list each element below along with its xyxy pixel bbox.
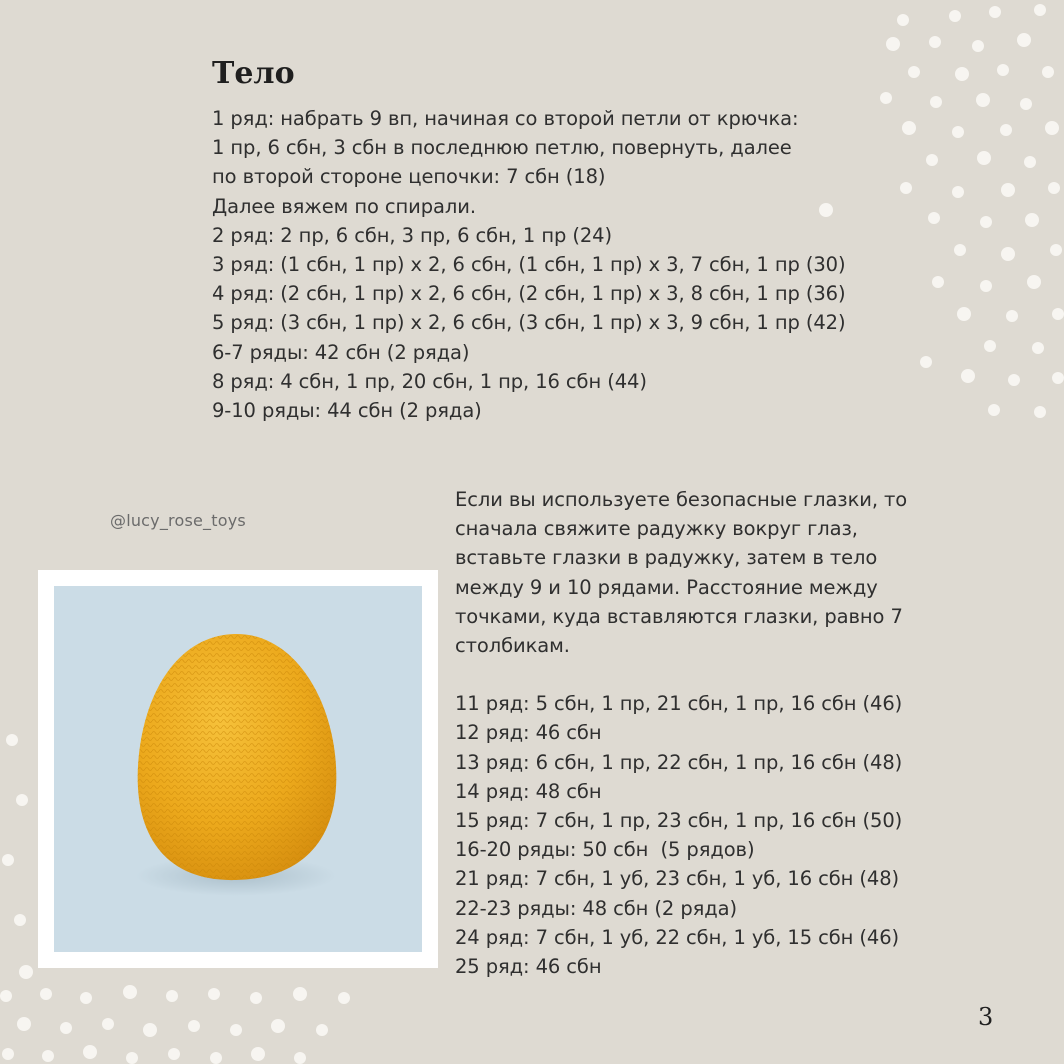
pattern-line: 9-10 ряды: 44 сбн (2 ряда) xyxy=(212,399,482,423)
pattern-line: 1 ряд: набрать 9 вп, начиная со второй петли от крючка: xyxy=(212,107,799,130)
author-credit: @lucy_rose_toys xyxy=(110,511,246,530)
pattern-line: Далее вяжем по спирали. xyxy=(212,194,476,218)
note-line: точками, куда вставляются глазки, равно 7 xyxy=(455,604,903,628)
pattern-line: 25 ряд: 46 сбн xyxy=(455,955,602,979)
eyes-note xyxy=(455,485,1055,660)
pattern-line: 3 ряд: (1 сбн, 1 пр) х 2, 6 сбн, (1 сбн, 1 пр) х 3, 7 сбн, 1 пр (30) xyxy=(212,253,846,277)
photo-frame xyxy=(38,570,438,968)
pattern-line: по второй стороне цепочки: 7 сбн (18) xyxy=(212,165,606,189)
note-line: Если вы используете безопасные глазки, то xyxy=(455,488,908,511)
pattern-line: 21 ряд: 7 сбн, 1 уб, 23 сбн, 1 уб, 16 сбн (48) xyxy=(455,867,900,891)
pattern-line: 24 ряд: 7 сбн, 1 уб, 22 сбн, 1 уб, 15 сбн (46) xyxy=(455,925,900,949)
pattern-line: 16-20 ряды: 50 сбн (5 рядов) xyxy=(455,838,755,862)
pattern-continued xyxy=(455,485,1055,981)
spacer xyxy=(455,660,1055,689)
page-number: 3 xyxy=(978,1003,994,1031)
pattern-line: 13 ряд: 6 сбн, 1 пр, 22 сбн, 1 пр, 16 сбн (48) xyxy=(455,750,903,774)
photo xyxy=(54,586,422,952)
pattern-line: 4 ряд: (2 сбн, 1 пр) х 2, 6 сбн, (2 сбн, 1 пр) х 3, 8 сбн, 1 пр (36) xyxy=(212,282,846,306)
section-title: Тело xyxy=(212,56,295,91)
pattern-line: 6-7 ряды: 42 сбн (2 ряда) xyxy=(212,340,470,364)
note-line: сначала свяжите радужку вокруг глаз, xyxy=(455,517,858,541)
rows-list xyxy=(455,689,1055,981)
pattern-line: 1 пр, 6 сбн, 3 сбн в последнюю петлю, повернуть, далее xyxy=(212,136,792,160)
pattern-line: 8 ряд: 4 сбн, 1 пр, 20 сбн, 1 пр, 16 сбн (44) xyxy=(212,369,647,393)
note-line: вставьте глазки в радужку, затем в тело xyxy=(455,546,878,570)
pattern-line: 11 ряд: 5 сбн, 1 пр, 21 сбн, 1 пр, 16 сбн (46) xyxy=(455,692,903,716)
crochet-egg-body-photo xyxy=(54,586,422,952)
pattern-line: 12 ряд: 46 сбн xyxy=(455,721,602,745)
note-line: столбикам. xyxy=(455,634,570,658)
pattern-line: 22-23 ряды: 48 сбн (2 ряда) xyxy=(455,896,737,920)
pattern-intro xyxy=(212,104,1052,425)
note-line: между 9 и 10 рядами. Расстояние между xyxy=(455,575,878,599)
pattern-line: 14 ряд: 48 сбн xyxy=(455,779,602,803)
pattern-line: 5 ряд: (3 сбн, 1 пр) х 2, 6 сбн, (3 сбн, 1 пр) х 3, 9 сбн, 1 пр (42) xyxy=(212,311,846,335)
pattern-line: 15 ряд: 7 сбн, 1 пр, 23 сбн, 1 пр, 16 сбн (50) xyxy=(455,809,903,833)
pattern-line: 2 ряд: 2 пр, 6 сбн, 3 пр, 6 сбн, 1 пр (24) xyxy=(212,223,612,247)
